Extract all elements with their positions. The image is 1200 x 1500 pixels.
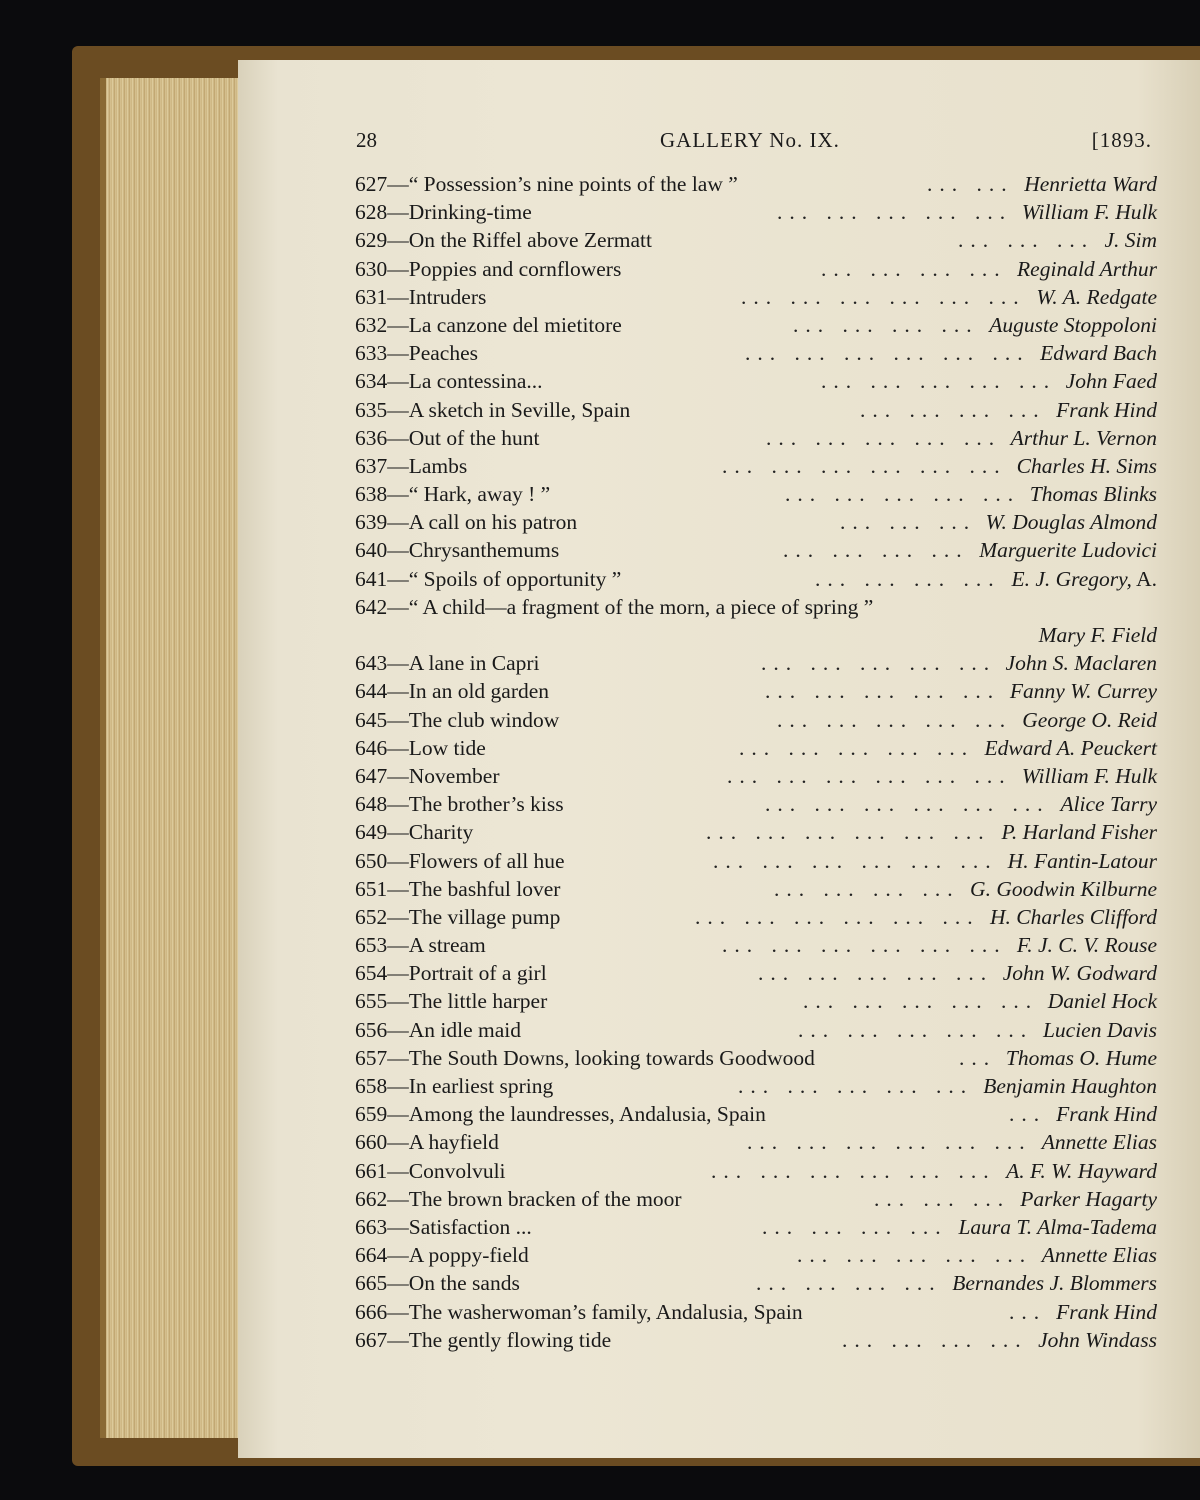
artist-name: Frank Hind (1056, 1102, 1157, 1127)
list-item (355, 369, 1157, 397)
list-item (355, 1300, 1157, 1328)
entry-title: 627—“ Possession’s nine points of the law ” (355, 172, 738, 196)
list-item (355, 764, 1157, 792)
entry-title: 648—The brother’s kiss (355, 792, 564, 817)
artist-name: A. F. W. Hayward (1006, 1158, 1157, 1183)
entry-title: 644—In an old garden (355, 679, 550, 704)
entry-title: 656—An idle maid (355, 1017, 522, 1042)
artist-name: J. Sim (1104, 228, 1157, 253)
leader-dots: ... ... ... ... ... (785, 482, 1021, 507)
entry-title: 666—The washerwoman’s family, Andalusia, Spain (355, 1299, 803, 1324)
list-item (355, 961, 1157, 989)
leader-dots: ... ... ... ... (860, 397, 1046, 422)
leader-dots: ... ... ... ... ... ... (706, 820, 991, 845)
list-item (355, 989, 1157, 1017)
list-item (355, 651, 1157, 679)
list-item (355, 1328, 1157, 1356)
leader-dots: ... ... ... ... (821, 256, 1007, 281)
entry-title: 641—“ Spoils of opportunity ” (355, 566, 622, 591)
entry-title: 665—On the sands (355, 1271, 520, 1296)
artist-name: John Windass (1038, 1327, 1157, 1352)
list-item (355, 398, 1157, 426)
leader-dots: ... ... ... ... ... ... (741, 284, 1026, 309)
entry-title: 637—Lambs (355, 453, 468, 478)
artist-name: Mary F. Field (1038, 623, 1157, 647)
leader-dots: ... ... ... ... ... (739, 735, 975, 760)
artist-name: Fanny W. Currey (1009, 679, 1157, 704)
leader-dots: ... ... ... ... ... (821, 369, 1057, 394)
list-item (355, 1046, 1157, 1074)
entry-title: 640—Chrysanthemums (355, 538, 560, 563)
entry-title: 650—Flowers of all hue (355, 848, 565, 873)
leader-dots: ... ... ... (958, 228, 1095, 253)
entry-title: 658—In earliest spring (355, 1074, 554, 1098)
leader-dots: ... ... ... ... ... ... (713, 848, 998, 873)
leader-dots: ... ... ... ... ... (777, 200, 1013, 225)
entry-title: 629—On the Riffel above Zermatt (355, 228, 652, 253)
leader-dots: ... ... ... ... (774, 876, 960, 901)
entry-title: 647—November (355, 763, 500, 788)
page-edges (100, 78, 256, 1438)
artist-name: Thomas O. Hume (1005, 1045, 1157, 1070)
artist-name: Laura T. Alma-Tadema (958, 1214, 1157, 1239)
leader-dots: ... ... ... ... ... ... (727, 763, 1012, 788)
leader-dots: ... ... ... ... ... (758, 961, 994, 986)
entry-title: 654—Portrait of a girl (355, 961, 547, 986)
artist-name: H. Fantin-Latour (1007, 848, 1157, 873)
list-item (355, 679, 1157, 707)
leader-dots: ... ... ... ... ... (777, 707, 1013, 732)
artist-name: William F. Hulk (1021, 763, 1157, 788)
leader-dots: ... ... ... ... ... ... (695, 904, 980, 929)
list-item (355, 849, 1157, 877)
list-item (355, 1215, 1157, 1243)
artist-name: H. Charles Clifford (989, 904, 1157, 929)
entry-title: 631—Intruders (355, 284, 487, 309)
list-item (355, 1187, 1157, 1215)
leader-dots: ... ... ... ... ... ... (722, 933, 1007, 958)
leader-dots: ... ... ... ... ... (761, 651, 997, 676)
list-item (355, 257, 1157, 285)
leader-dots: ... ... ... ... ... (797, 1243, 1033, 1268)
list-item (355, 200, 1157, 228)
entry-title: 646—Low tide (355, 735, 486, 760)
list-item (355, 1271, 1157, 1299)
artist-name: John W. Godward (1002, 961, 1157, 986)
list-item (355, 595, 1157, 623)
entry-title: 659—Among the laundresses, Andalusia, Spain (355, 1102, 766, 1127)
artist-name: Edward A. Peuckert (984, 735, 1157, 760)
list-item (355, 454, 1157, 482)
leader-dots: ... ... ... ... (793, 312, 979, 337)
list-item (355, 538, 1157, 566)
leader-dots: ... ... ... ... (842, 1327, 1028, 1352)
leader-dots: ... ... ... ... (783, 538, 969, 563)
entry-title: 662—The brown bracken of the moor (355, 1186, 682, 1211)
leader-dots: ... ... ... ... ... ... (722, 453, 1007, 478)
list-item (355, 510, 1157, 538)
artist-name: Edward Bach (1040, 341, 1157, 366)
artist-suffix: A. (1131, 566, 1157, 591)
page-header (352, 128, 1152, 164)
list-item (355, 1243, 1157, 1271)
list-item (355, 567, 1157, 595)
artist-name: P. Harland Fisher (1001, 820, 1157, 845)
leader-dots: ... (959, 1045, 997, 1070)
entry-title: 655—The little harper (355, 989, 548, 1014)
leader-dots: ... ... ... ... ... ... (765, 792, 1050, 817)
list-item (355, 1130, 1157, 1158)
artist-name: F. J. C. V. Rouse (1016, 933, 1157, 958)
artist-name: G. Goodwin Kilburne (970, 876, 1157, 901)
artist-name: Reginald Arthur (1017, 256, 1157, 281)
artist-name: E. J. Gregory, A. (1011, 566, 1157, 591)
leader-dots: ... ... ... ... (756, 1271, 942, 1296)
list-item (355, 1159, 1157, 1187)
artist-name: Annette Elias (1041, 1130, 1157, 1155)
artist-name: Daniel Hock (1047, 989, 1157, 1014)
artist-name: Annette Elias (1041, 1243, 1157, 1268)
artist-name: Charles H. Sims (1016, 453, 1157, 478)
artist-name: Marguerite Ludovici (979, 538, 1157, 563)
entry-title: 661—Convolvuli (355, 1158, 506, 1183)
artist-name: Benjamin Haughton (983, 1074, 1157, 1098)
entry-title: 638—“ Hark, away ! ” (355, 482, 551, 507)
leader-dots: ... (1009, 1102, 1047, 1127)
leader-dots: ... ... ... ... ... ... (711, 1158, 996, 1183)
artist-name: W. Douglas Almond (985, 510, 1157, 535)
artist-name: Bernandes J. Blommers (952, 1271, 1157, 1296)
running-title: GALLERY No. IX. (660, 128, 840, 152)
list-item (355, 341, 1157, 369)
artist-name: Thomas Blinks (1029, 482, 1157, 507)
leader-dots: ... (1009, 1299, 1047, 1324)
leader-dots: ... ... ... ... ... (738, 1074, 974, 1098)
artist-name: Auguste Stoppoloni (989, 312, 1157, 337)
entry-title: 664—A poppy-field (355, 1243, 529, 1268)
list-item (355, 172, 1157, 200)
list-item (355, 877, 1157, 905)
entry-title: 643—A lane in Capri (355, 651, 540, 676)
artist-name: John S. Maclaren (1005, 651, 1157, 676)
leader-dots: ... ... ... (840, 510, 977, 535)
list-item (355, 228, 1157, 256)
entry-title: 633—Peaches (355, 341, 478, 366)
artist-name: John Faed (1065, 369, 1157, 394)
leader-dots: ... ... ... (874, 1186, 1011, 1211)
list-item (355, 1102, 1157, 1130)
entry-title: 645—The club window (355, 707, 560, 732)
leader-dots: ... ... ... ... ... (766, 425, 1002, 450)
leader-dots: ... ... ... ... (762, 1214, 948, 1239)
list-item (355, 313, 1157, 341)
list-item (355, 623, 1157, 651)
list-item (355, 792, 1157, 820)
year: [1893. (1091, 128, 1152, 152)
artist-name: Alice Tarry (1060, 792, 1157, 817)
artist-name: George O. Reid (1022, 707, 1157, 732)
list-item (355, 1018, 1157, 1046)
leader-dots: ... ... ... ... (815, 566, 1001, 591)
leader-dots: ... ... ... ... ... (798, 1017, 1034, 1042)
artist-name: Parker Hagarty (1020, 1186, 1157, 1211)
catalogue-list (355, 172, 1157, 1356)
entry-title: 634—La contessina... (355, 369, 543, 394)
entry-title: 628—Drinking-time (355, 200, 532, 225)
leader-dots: ... ... ... ... ... ... (745, 341, 1030, 366)
artist-name: Henrietta Ward (1024, 172, 1157, 196)
entry-title: 630—Poppies and cornflowers (355, 256, 622, 281)
artist-name: William F. Hulk (1021, 200, 1157, 225)
list-item (355, 708, 1157, 736)
artist-name: Frank Hind (1056, 397, 1157, 422)
leader-dots: ... ... (927, 172, 1014, 196)
list-item (355, 482, 1157, 510)
entry-title: 653—A stream (355, 933, 486, 958)
entry-title: 639—A call on his patron (355, 510, 578, 535)
leader-dots: ... ... ... ... ... (803, 989, 1039, 1014)
artist-name: Frank Hind (1056, 1299, 1157, 1324)
entry-title: 660—A hayfield (355, 1130, 499, 1155)
entry-title: 663—Satisfaction ... (355, 1214, 532, 1239)
artist-name: Arthur L. Vernon (1010, 425, 1157, 450)
entry-title: 632—La canzone del mietitore (355, 312, 622, 337)
artist-name: Lucien Davis (1042, 1017, 1157, 1042)
entry-title: 651—The bashful lover (355, 876, 561, 901)
artist-name: W. A. Redgate (1036, 284, 1157, 309)
entry-title: 636—Out of the hunt (355, 425, 540, 450)
entry-title: 652—The village pump (355, 904, 561, 929)
entry-title: 667—The gently flowing tide (355, 1327, 612, 1352)
list-item (355, 285, 1157, 313)
list-item (355, 820, 1157, 848)
list-item (355, 933, 1157, 961)
entry-title: 635—A sketch in Seville, Spain (355, 397, 631, 422)
entry-title: 649—Charity (355, 820, 474, 845)
list-item (355, 736, 1157, 764)
entry-title: 642—“ A child—a fragment of the morn, a piece of spring ” (355, 594, 874, 619)
list-item (355, 905, 1157, 933)
page-number: 28 (356, 128, 377, 152)
list-item (355, 1074, 1157, 1102)
list-item (355, 426, 1157, 454)
leader-dots: ... ... ... ... ... (765, 679, 1001, 704)
entry-title: 657—The South Downs, looking towards Goodwood (355, 1045, 815, 1070)
leader-dots: ... ... ... ... ... ... (747, 1130, 1032, 1155)
